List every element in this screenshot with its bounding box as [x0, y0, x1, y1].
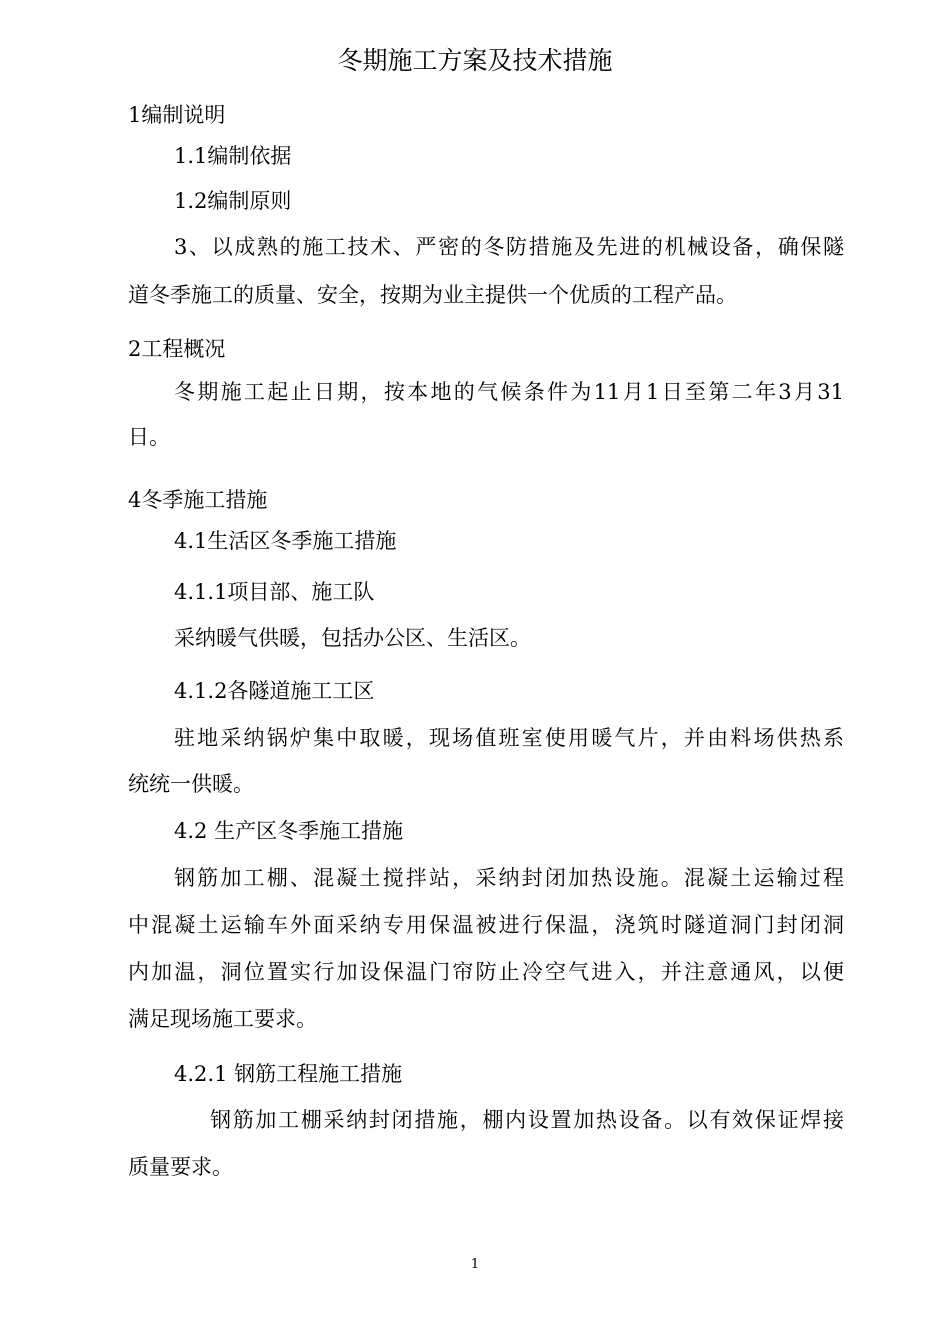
subsection-heading-4-1: 4.1生活区冬季施工措施	[174, 529, 397, 553]
subsection-heading-4-2-1: 4.2.1 钢筋工程施工措施	[174, 1062, 403, 1086]
section-heading-2: 2工程概况	[128, 337, 226, 361]
subsection-heading-4-2: 4.2 生产区冬季施工措施	[174, 819, 404, 843]
subsection-heading-1-2: 1.2编制原则	[174, 189, 292, 213]
paragraph-line: 道冬季施工的质量、安全，按期为业主提供一个优质的工程产品。	[128, 283, 737, 307]
paragraph-line: 3、以成熟的施工技术、严密的冬防措施及先进的机械设备，确保隧	[174, 235, 844, 259]
paragraph-line: 满足现场施工要求。	[128, 1007, 317, 1031]
paragraph-line: 采纳暖气供暖，包括办公区、生活区。	[174, 626, 531, 650]
paragraph-line: 质量要求。	[128, 1155, 233, 1179]
paragraph-line: 中混凝土运输车外面采纳专用保温被进行保温，浇筑时隧道洞门封闭洞	[128, 913, 844, 937]
paragraph-line: 冬期施工起止日期，按本地的气候条件为11月1日至第二年3月31	[174, 380, 844, 404]
paragraph-line: 钢筋加工棚、混凝土搅拌站，采纳封闭加热设施。混凝土运输过程	[174, 866, 844, 890]
paragraph-line: 驻地采纳锅炉集中取暖，现场值班室使用暖气片，并由料场供热系	[174, 726, 844, 750]
paragraph-line: 内加温，洞位置实行加设保温门帘防止冷空气进入，并注意通风，以便	[128, 960, 844, 984]
page-number: 1	[470, 1257, 480, 1272]
subsection-heading-4-1-1: 4.1.1项目部、施工队	[174, 580, 375, 604]
subsection-heading-1-1: 1.1编制依据	[174, 144, 292, 168]
subsection-heading-4-1-2: 4.1.2各隧道施工工区	[174, 679, 375, 703]
paragraph-line: 统统一供暖。	[128, 772, 254, 796]
document-title: 冬期施工方案及技术措施	[337, 46, 613, 75]
paragraph-line: 钢筋加工棚采纳封闭措施，棚内设置加热设备。以有效保证焊接	[210, 1108, 844, 1132]
section-heading-1: 1编制说明	[128, 103, 226, 127]
section-heading-4: 4冬季施工措施	[128, 488, 268, 512]
paragraph-line: 日。	[128, 425, 170, 449]
